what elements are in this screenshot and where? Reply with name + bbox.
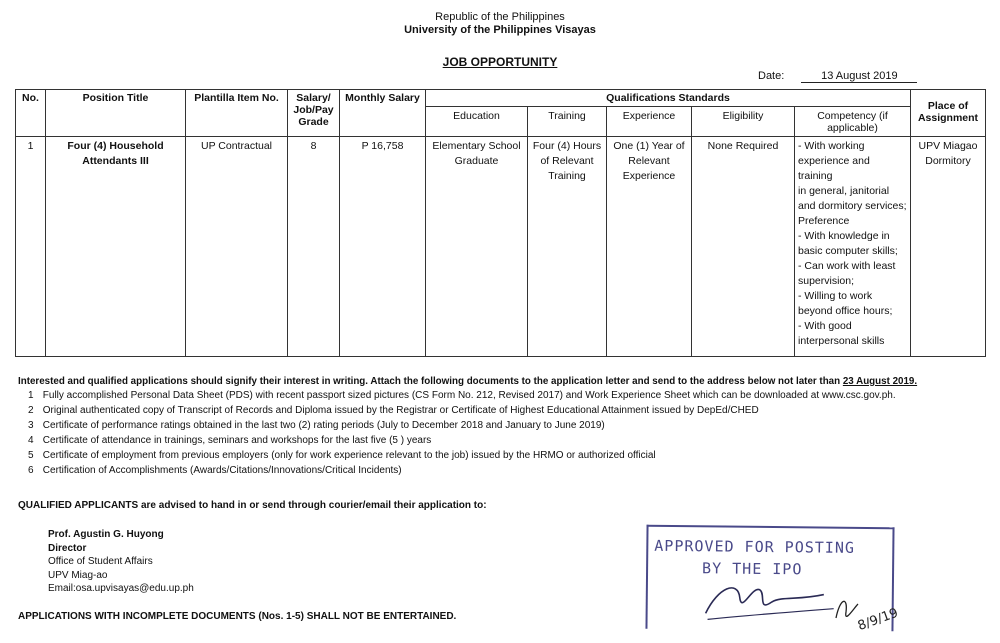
contact-title: Director — [48, 542, 87, 554]
item-number: 4 — [28, 435, 34, 446]
page-title: JOB OPPORTUNITY — [442, 55, 558, 69]
item-text: Certificate of employment from previous employers (only for work experience relevant to the job) issued by the HRMO or authorized official — [42, 450, 656, 461]
header-no: No. — [16, 90, 46, 137]
competency-line: - Willing to work — [798, 290, 873, 302]
stamp-line-1: APPROVED FOR POSTING — [654, 536, 856, 557]
table-row — [16, 137, 986, 357]
cell-education: Elementary School Graduate — [426, 137, 528, 357]
competency-line: interpersonal skills — [798, 335, 885, 347]
item-number: 2 — [28, 405, 34, 416]
header-place: Place of Assignment — [911, 90, 986, 137]
list-item — [28, 390, 988, 405]
competency-line: basic computer skills; — [798, 245, 898, 257]
date-line — [758, 70, 917, 83]
list-item — [28, 405, 988, 420]
competency-line: experience and training — [798, 155, 870, 182]
cell-salary: P 16,758 — [340, 137, 426, 357]
date-value: 13 August 2019 — [801, 70, 917, 83]
header-plantilla: Plantilla Item No. — [186, 90, 288, 137]
university-heading: University of the Philippines Visayas — [404, 24, 596, 36]
competency-line: - With good — [798, 320, 852, 332]
header-education: Education — [426, 107, 528, 137]
deadline-date: 23 August 2019. — [842, 376, 918, 387]
requirements-list — [28, 390, 988, 480]
competency-line: and dormitory services; — [798, 200, 907, 212]
contact-name: Prof. Agustin G. Huyong — [48, 529, 164, 540]
cell-training: Four (4) Hours of Relevant Training — [528, 137, 607, 357]
competency-line: in general, janitorial — [798, 185, 890, 197]
cell-place: UPV Miagao Dormitory — [911, 137, 986, 357]
header-competency: Competency (if applicable) — [795, 107, 911, 137]
item-number: 6 — [28, 465, 34, 476]
list-item — [28, 420, 988, 435]
item-text: Certificate of performance ratings obtained in the last two (2) rating periods (July to December 2018 and January to June 2019) — [42, 420, 605, 431]
list-item — [28, 435, 988, 450]
competency-line: - Can work with least — [798, 260, 896, 272]
incomplete-note: APPLICATIONS WITH INCOMPLETE DOCUMENTS (Nos. 1-5) SHALL NOT BE ENTERTAINED. — [18, 611, 457, 622]
intro-text: Interested and qualified applications should signify their interest in writing. Attach the following documents to the application letter and send to the address below not later than — [18, 376, 841, 387]
header-experience: Experience — [607, 107, 692, 137]
instructions-intro — [18, 376, 988, 387]
header-eligibility: Eligibility — [692, 107, 795, 137]
header-position: Position Title — [46, 90, 186, 137]
stamp-line-2: BY THE IPO — [702, 559, 803, 579]
republic-heading: Republic of the Philippines — [435, 11, 565, 23]
cell-eligibility: None Required — [692, 137, 795, 357]
item-number: 3 — [28, 420, 34, 431]
cell-no: 1 — [16, 137, 46, 357]
contact-campus: UPV Miag-ao — [48, 569, 108, 581]
item-number: 5 — [28, 450, 34, 461]
initials-date-icon — [830, 578, 910, 638]
list-item — [28, 465, 988, 480]
svg-text:8/9/19: 8/9/19 — [855, 605, 901, 635]
header-training: Training — [528, 107, 607, 137]
contact-office: Office of Student Affairs — [48, 556, 153, 568]
qualified-note: QUALIFIED APPLICANTS are advised to hand in or send through courier/email their application to: — [18, 500, 487, 511]
competency-line: beyond office hours; — [798, 305, 893, 317]
job-table — [15, 89, 986, 357]
competency-line: Preference — [798, 215, 850, 227]
item-number: 1 — [28, 390, 34, 401]
competency-line: - With working — [798, 140, 865, 152]
contact-address — [48, 528, 194, 596]
item-text: Original authenticated copy of Transcript of Records and Diploma issued by the Registrar or Certificate of Highest Educational Attainment issued by DepEd/CHED — [42, 405, 759, 416]
cell-competency — [795, 137, 911, 357]
item-text: Fully accomplished Personal Data Sheet (PDS) with recent passport sized pictures (CS Form No. 212, Revised 2017) and Work Experience Sheet which can be downloaded at www.csc.gov.ph. — [42, 390, 896, 401]
item-text: Certification of Accomplishments (Awards/Citations/Innovations/Critical Incidents) — [42, 465, 402, 476]
list-item — [28, 450, 988, 465]
header-monthly-salary: Monthly Salary — [340, 90, 426, 137]
competency-line: supervision; — [798, 275, 855, 287]
item-text: Certificate of attendance in trainings, seminars and workshops for the last five (5 ) years — [42, 435, 432, 446]
cell-position: Four (4) Household Attendants III — [46, 137, 186, 357]
date-label: Date: — [758, 70, 785, 82]
cell-grade: 8 — [288, 137, 340, 357]
cell-plantilla: UP Contractual — [186, 137, 288, 357]
competency-line: - With knowledge in — [798, 230, 890, 242]
header-salary-grade: Salary/ Job/Pay Grade — [288, 90, 340, 137]
cell-experience: One (1) Year of Relevant Experience — [607, 137, 692, 357]
header-qualifications: Qualifications Standards — [426, 90, 911, 107]
contact-email[interactable]: Email:osa.upvisayas@edu.up.ph — [48, 583, 194, 595]
